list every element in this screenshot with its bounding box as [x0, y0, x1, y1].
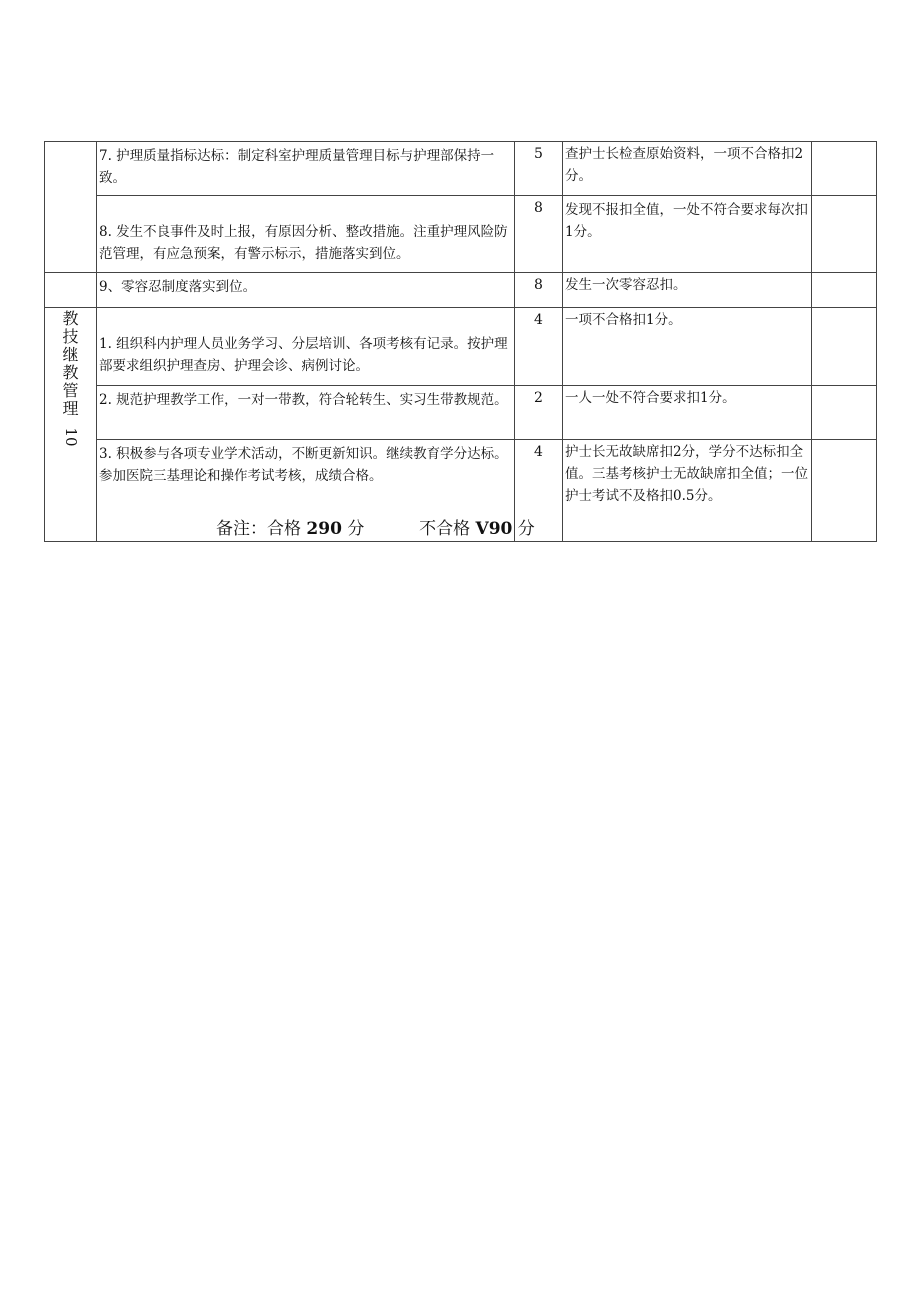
fail-score: V90 [475, 519, 513, 539]
category-cell-empty [45, 273, 97, 308]
table-row [45, 273, 877, 308]
deduction-cell [812, 386, 877, 440]
pass-unit: 分 [347, 519, 365, 539]
pass-score: 290 [306, 519, 342, 539]
rule-cell: 查护士长检查原始资料，一项不合格扣2分。 [563, 142, 812, 196]
category-label: 教技继教管理 [62, 309, 79, 418]
score-cell: 4 [515, 440, 563, 542]
item-cell: 2. 规范护理教学工作，一对一带教，符合轮转生、实习生带教规范。 [97, 386, 515, 440]
category-cell [45, 308, 97, 542]
fail-label: 不合格 [419, 519, 471, 539]
deduction-cell [812, 273, 877, 308]
item-cell: 8. 发生不良事件及时上报，有原因分析、整改措施。注重护理风险防范管理，有应急预案，有警示标示，措施落实到位。 [97, 196, 515, 273]
rule-cell: 护士长无故缺席扣2分，学分不达标扣全值。三基考核护士无故缺席扣全值；一位护士考试不及格扣0.5分。 [563, 440, 812, 542]
deduction-cell [812, 142, 877, 196]
rule-cell: 发生一次零容忍扣。 [563, 273, 812, 308]
table-row [45, 308, 877, 386]
note-prefix: 备注：合格 [216, 519, 301, 539]
score-cell: 4 [515, 308, 563, 386]
rule-cell: 一项不合格扣1分。 [563, 308, 812, 386]
item-cell: 3. 积极参与各项专业学术活动，不断更新知识。继续教育学分达标。参加医院三基理论和操作考试考核，成绩合格。 [97, 440, 515, 542]
category-cell-empty [45, 142, 97, 273]
scoring-table [44, 141, 877, 542]
item-cell: 9、零容忍制度落实到位。 [97, 273, 515, 308]
footer-note [216, 517, 535, 541]
item-cell: 7. 护理质量指标达标：制定科室护理质量管理目标与护理部保持一致。 [97, 142, 515, 196]
table-row [45, 196, 877, 273]
deduction-cell [812, 196, 877, 273]
score-cell: 5 [515, 142, 563, 196]
score-cell: 8 [515, 273, 563, 308]
deduction-cell [812, 440, 877, 542]
table-row [45, 142, 877, 196]
table-row [45, 386, 877, 440]
score-cell: 8 [515, 196, 563, 273]
category-score: 10 [61, 427, 80, 447]
deduction-cell [812, 308, 877, 386]
rule-cell: 一人一处不符合要求扣1分。 [563, 386, 812, 440]
item-cell: 1. 组织科内护理人员业务学习、分层培训、各项考核有记录。按护理部要求组织护理查房、护理会诊、病例讨论。 [97, 308, 515, 386]
rule-cell: 发现不报扣全值，一处不符合要求每次扣1分。 [563, 196, 812, 273]
fail-unit: 分 [517, 519, 535, 539]
score-cell: 2 [515, 386, 563, 440]
